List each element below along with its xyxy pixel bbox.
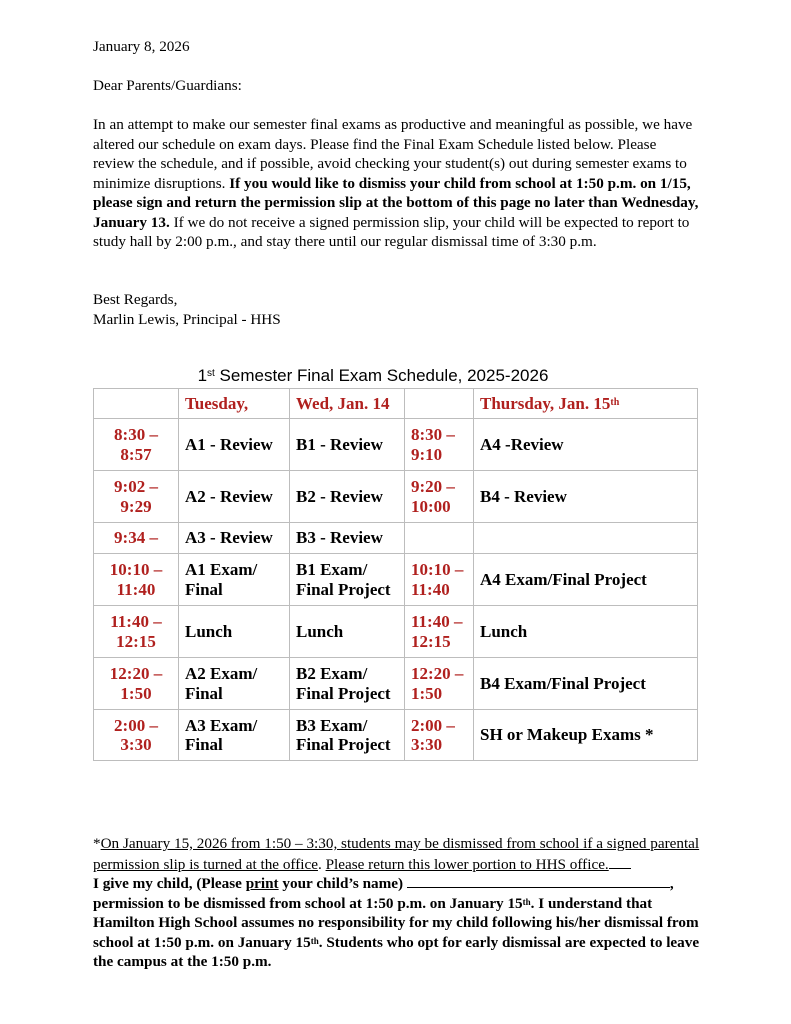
wednesday-cell: B3 - Review [290,523,405,554]
closing-phrase: Best Regards, [93,291,178,308]
title-ordinal-suffix: st [207,368,215,379]
header-wednesday: Wed, Jan. 14 [290,389,405,419]
thursday-time-cell: 10:10 – 11:40 [405,554,474,606]
form-text-b: your child’s name) [278,875,407,892]
tuesday-cell: A1 - Review [179,419,290,471]
letter-date: January 8, 2026 [93,38,190,55]
letter-closing [93,290,703,329]
thursday-time-cell: 11:40 – 12:15 [405,606,474,658]
thursday-time-cell: 2:00 – 3:30 [405,710,474,761]
thursday-cell: Lunch [474,606,698,658]
thursday-cell: B4 - Review [474,471,698,523]
header-tuesday: Tuesday, [179,389,290,419]
time-cell: 12:20 – 1:50 [94,658,179,710]
tuesday-cell: A2 Exam/ Final [179,658,290,710]
note-text-1: On January 15, 2026 from 1:50 – 3:30, students may be dismissed from school if a signed parental permission slip is turned at the office [93,835,700,873]
tuesday-cell: A3 - Review [179,523,290,554]
table-row [94,710,698,761]
permission-slip [93,873,703,972]
wednesday-cell: B1 Exam/ Final Project [290,554,405,606]
tuesday-cell: A1 Exam/ Final [179,554,290,606]
table-row [94,419,698,471]
note-rule [609,854,631,869]
time-cell: 9:34 – [94,523,179,554]
time-cell: 2:00 – 3:30 [94,710,179,761]
table-row [94,554,698,606]
form-comma: , [669,875,674,892]
body-bold-instruction: If you would like to dismiss your child from school at 1:50 p.m. on 1/15, please sign and return the permission slip at the bottom of this page no later than Wednesday, January 13. [93,174,699,231]
thursday-cell: A4 -Review [474,419,698,471]
table-row [94,606,698,658]
form-text-a: I give my child, (Please [93,875,246,892]
table-row [94,523,698,554]
form-sup-c: th [522,896,531,907]
thursday-cell: A4 Exam/Final Project [474,554,698,606]
form-text-c: permission to be dismissed from school at 1:50 p.m. on January 15 [93,894,523,912]
wednesday-cell: B3 Exam/ Final Project [290,710,405,761]
thursday-time-cell: 8:30 – 9:10 [405,419,474,471]
dismissal-note [93,834,713,874]
form-text-d: . I understand that Hamilton High School assumes no responsibility for my child following his/her dismissal from school at 1:50 p.m. on January 15 [93,894,699,951]
thursday-cell: B4 Exam/Final Project [474,658,698,710]
salutation: Dear Parents/Guardians: [93,77,242,94]
title-ordinal: 1 [197,366,208,385]
thursday-cell [474,523,698,554]
table-row [94,471,698,523]
form-text-e: . Students who opt for early dismissal are expected to leave the campus at the 1:50 p.m. [93,933,700,970]
exam-schedule-table [93,388,698,761]
time-cell: 9:02 – 9:29 [94,471,179,523]
time-cell: 11:40 – 12:15 [94,606,179,658]
table-row [94,658,698,710]
asterisk: * [93,835,101,852]
print-emphasis: print [245,875,279,892]
tuesday-cell: A3 Exam/ Final [179,710,290,761]
wednesday-cell: B1 - Review [290,419,405,471]
wednesday-cell: B2 - Review [290,471,405,523]
signature: Marlin Lewis, Principal - HHS [93,310,281,328]
form-sup-d: th [310,935,319,946]
header-empty-2 [405,389,474,419]
thursday-time-cell: 9:20 – 10:00 [405,471,474,523]
header-row [94,389,698,419]
note-period: . [317,855,326,873]
title-text: Semester Final Exam Schedule, 2025-2026 [214,366,549,385]
note-text-2: Please return this lower portion to HHS office. [325,855,609,873]
tuesday-cell: Lunch [179,606,290,658]
wednesday-cell: Lunch [290,606,405,658]
thursday-time-cell [405,523,474,554]
wednesday-cell: B2 Exam/ Final Project [290,658,405,710]
body-intro: In an attempt to make our semester final exams as productive and meaningful as possible, we have altered our schedule on exam days. Please find the Final Exam Schedule listed below. Please review the schedule, and if possible, avoid checking your student(s) out during semester exams to minimize disruptions. [93,116,693,192]
schedule-title [93,366,653,386]
tuesday-cell: A2 - Review [179,471,290,523]
time-cell: 8:30 – 8:57 [94,419,179,471]
letter-body [93,115,699,252]
thursday-cell: SH or Makeup Exams * [474,710,698,761]
header-empty-1 [94,389,179,419]
thursday-time-cell: 12:20 – 1:50 [405,658,474,710]
child-name-blank[interactable] [407,873,670,888]
body-tail: If we do not receive a signed permission slip, your child will be expected to report to study hall by 2:00 p.m., and stay there until our regular dismissal time of 3:30 p.m. [93,213,690,250]
time-cell: 10:10 – 11:40 [94,554,179,606]
header-thursday: Thursday, Jan. 15th [474,389,698,419]
